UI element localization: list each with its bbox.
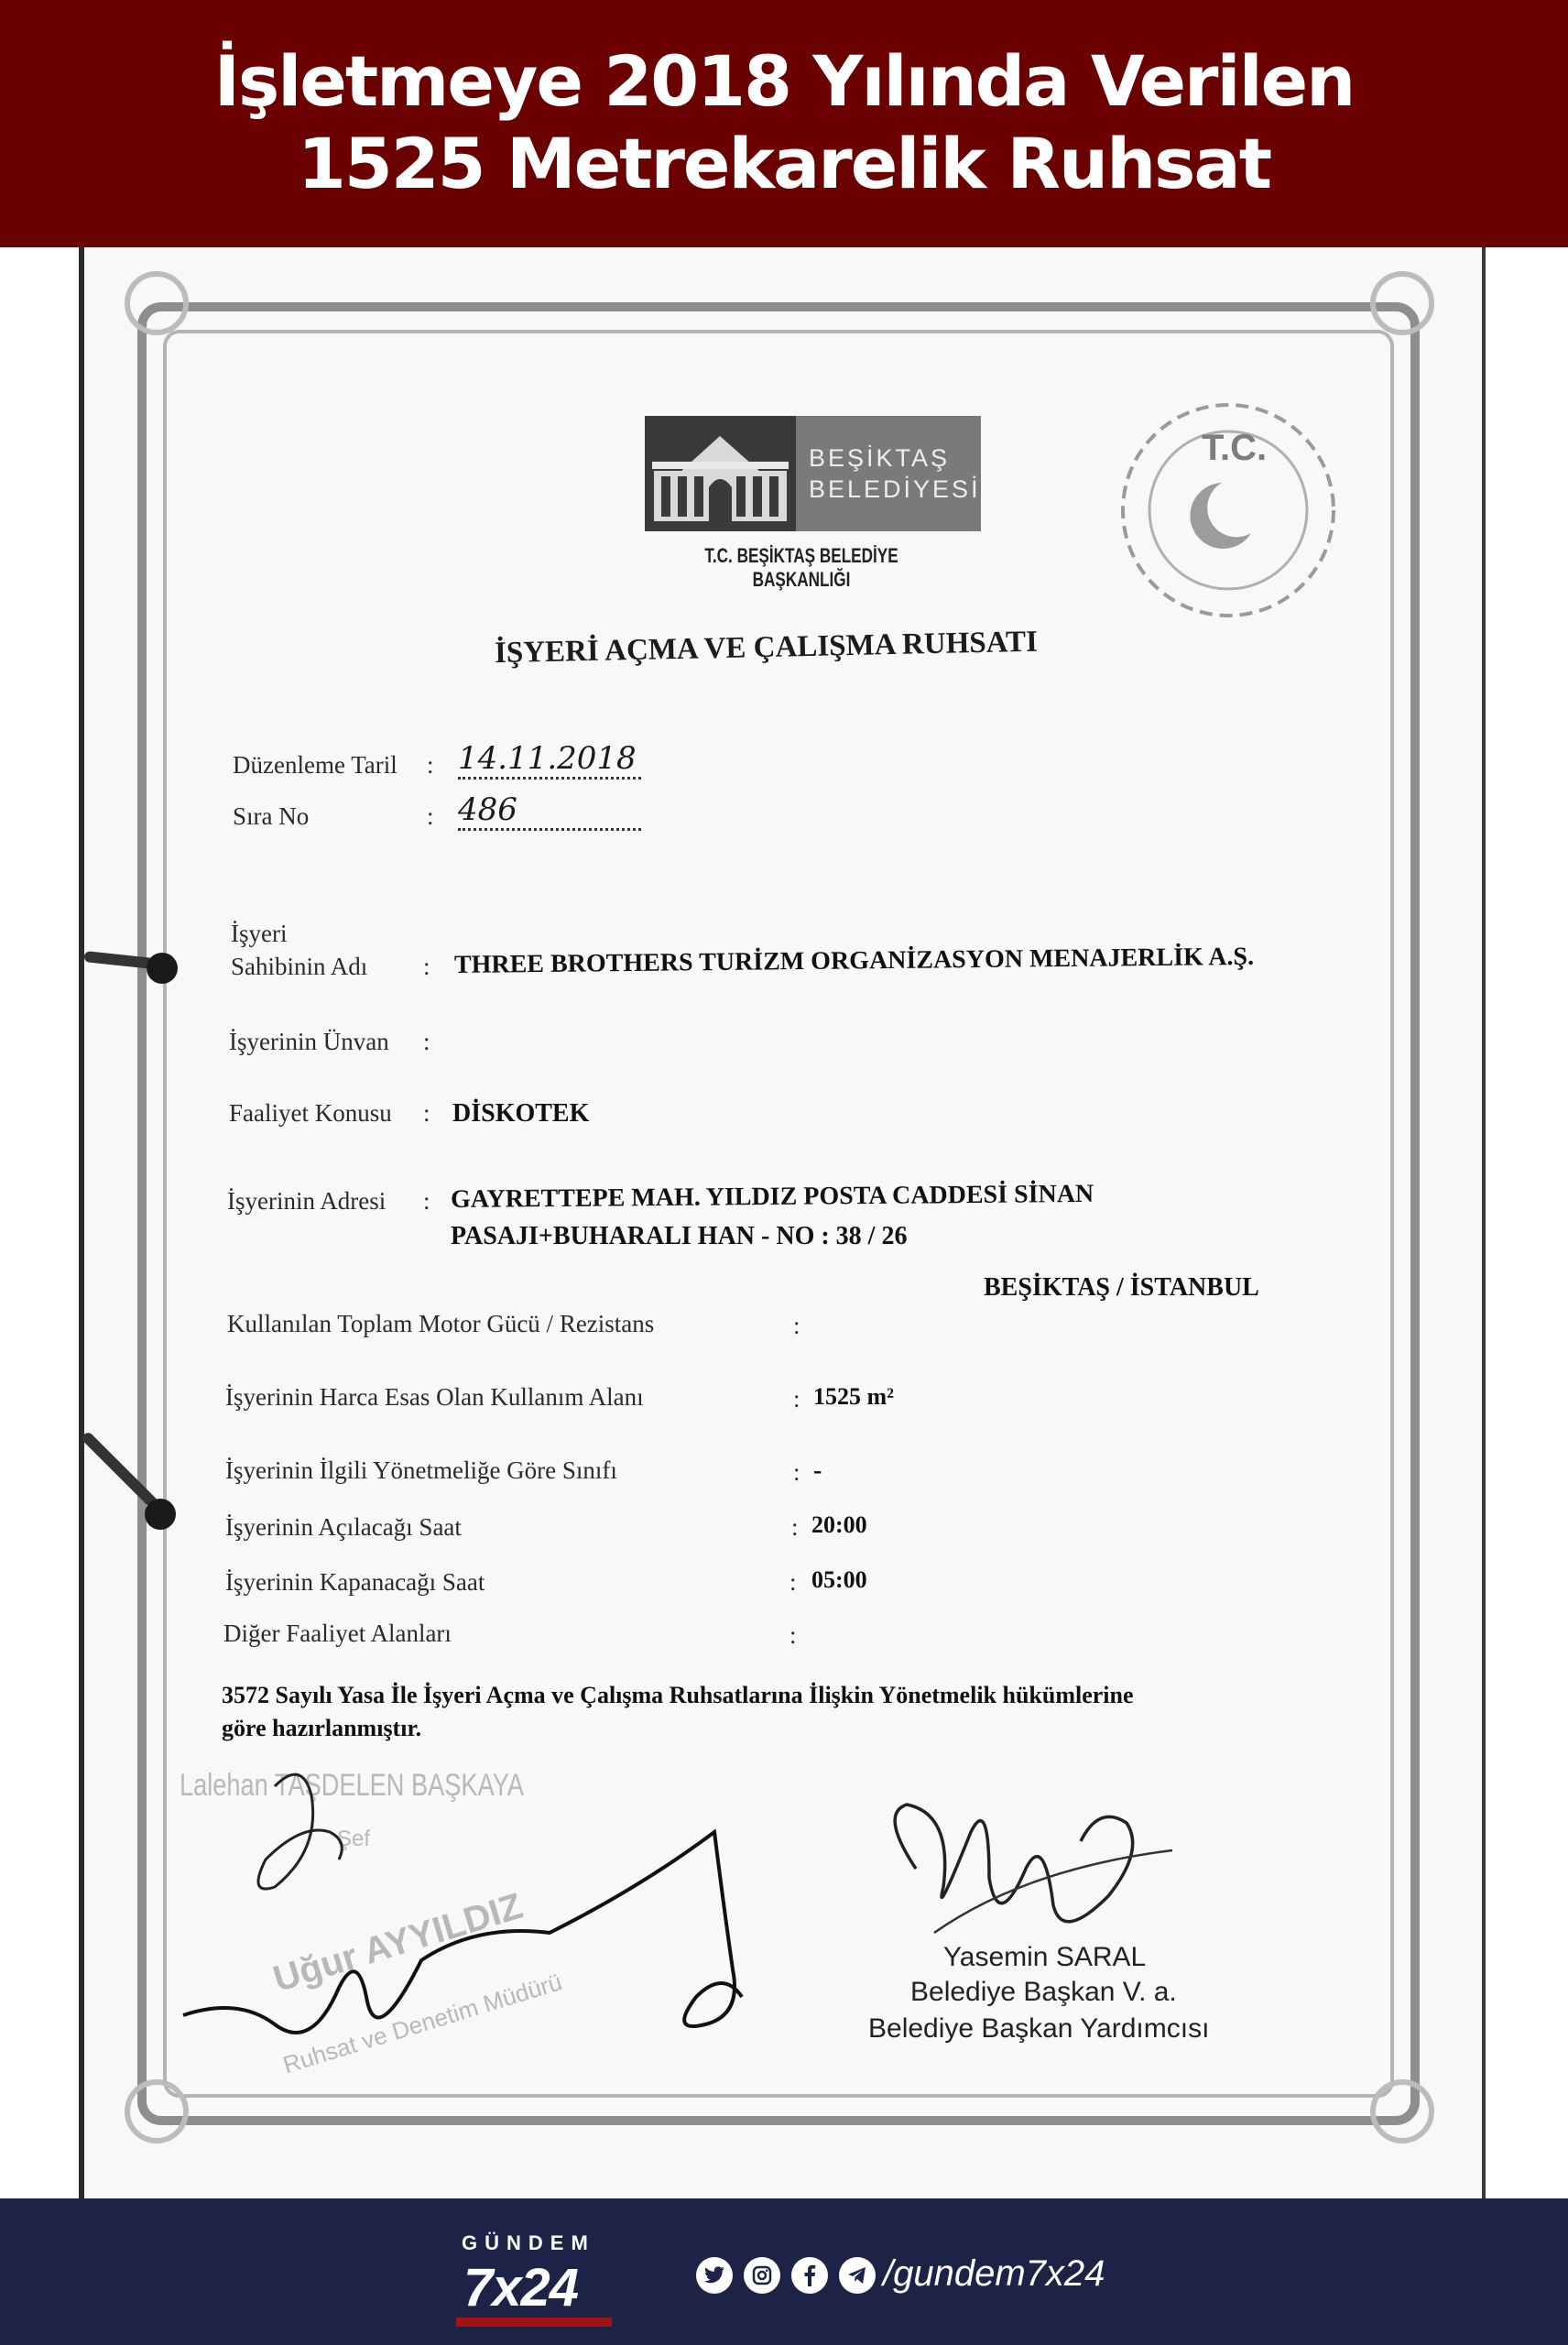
owner-value: THREE BROTHERS TURİZM ORGANİZASYON MENAJERLİK A.Ş.: [453, 942, 1255, 979]
faded-role-stamp-middle: Ruhsat ve Denetim Müdürü: [279, 1968, 565, 2079]
colon: :: [793, 1458, 800, 1486]
usage-area-label: İşyerinin Harca Esas Olan Kullanım Alanı: [225, 1383, 644, 1411]
faded-name-stamp-middle: Uğur AYYILDIZ: [268, 1885, 528, 2001]
headline-line-2: 1525 Metrekarelik Ruhsat: [297, 123, 1271, 204]
telegram-icon[interactable]: [839, 2257, 876, 2294]
logo-name-line-1: BEŞİKTAŞ: [809, 444, 951, 472]
signer-role-2: Belediye Başkan Yardımcısı: [868, 2013, 1210, 2044]
colon: :: [427, 751, 434, 779]
colon: :: [791, 1513, 799, 1541]
address-label: İşyerinin Adresi: [227, 1187, 387, 1215]
instagram-icon[interactable]: [744, 2257, 780, 2294]
document-title: İŞYERİ AÇMA VE ÇALIŞMA RUHSATI: [494, 625, 1039, 671]
colon: :: [793, 1312, 800, 1339]
issue-date-label: Düzenleme Taril: [233, 751, 397, 779]
business-title-label: İşyerinin Ünvan: [229, 1028, 389, 1055]
usage-area-value: 1525 m²: [813, 1383, 894, 1410]
social-handle[interactable]: /gundem7x24: [883, 2253, 1105, 2294]
motor-power-label: Kullanılan Toplam Motor Gücü / Rezistans: [227, 1310, 655, 1337]
order-no-value: 486: [458, 791, 641, 831]
colon: :: [789, 1621, 797, 1649]
legal-note-line-2: göre hazırlanmıştır.: [222, 1715, 422, 1741]
brand-accent-bar: [456, 2318, 612, 2327]
twitter-icon[interactable]: [696, 2257, 733, 2294]
class-value: -: [813, 1456, 822, 1485]
legal-note-line-1: 3572 Sayılı Yasa İle İşyeri Açma ve Çalışma Ruhsatlarına İlişkin Yönetmelik hükümlerine: [222, 1682, 1134, 1708]
address-line-1: GAYRETTEPE MAH. YILDIZ POSTA CADDESİ SİNAN: [450, 1179, 1094, 1214]
opening-hour-label: İşyerinin Açılacağı Saat: [225, 1513, 462, 1541]
class-label: İşyerinin İlgili Yönetmeliğe Göre Sınıfı: [225, 1456, 617, 1484]
logo-name-line-2: BELEDİYESİ: [809, 475, 981, 503]
colon: :: [423, 953, 430, 980]
address-line-3: BEŞİKTAŞ / İSTANBUL: [984, 1273, 1259, 1302]
colon: :: [427, 802, 434, 830]
owner-label-line-2: Sahibinin Adı: [231, 953, 368, 980]
stamp-text: T.C.: [1202, 428, 1268, 468]
faded-name-stamp-left: Lalehan TAŞDELEN BAŞKAYA: [180, 1768, 524, 1803]
headline-line-1: İşletmeye 2018 Yılında Verilen: [213, 40, 1355, 122]
facebook-icon[interactable]: [791, 2257, 828, 2294]
signer-role-1: Belediye Başkan V. a.: [910, 1977, 1177, 2007]
signer-name: Yasemin SARAL: [943, 1942, 1147, 1972]
colon: :: [423, 1099, 430, 1127]
order-no-label: Sıra No: [233, 802, 310, 830]
other-activities-label: Diğer Faaliyet Alanları: [223, 1620, 452, 1647]
footer-bar: [0, 2198, 1568, 2345]
opening-hour-value: 20:00: [811, 1511, 867, 1538]
colon: :: [423, 1187, 430, 1215]
activity-value: DİSKOTEK: [452, 1099, 590, 1128]
issue-date-value: 14.11.2018: [458, 740, 641, 780]
brand-logo: 7x24: [463, 2258, 579, 2318]
owner-label-line-1: İşyeri: [231, 920, 288, 947]
faded-role-stamp-left: Şef: [337, 1827, 371, 1851]
brand-label: GÜNDEM: [462, 2231, 595, 2254]
colon: :: [793, 1385, 800, 1412]
colon: :: [423, 1028, 430, 1055]
colon: :: [789, 1568, 797, 1596]
closing-hour-value: 05:00: [811, 1566, 867, 1593]
logo-caption: T.C. BEŞİKTAŞ BELEDİYE BAŞKANLIĞI: [704, 544, 898, 591]
address-line-2: PASAJI+BUHARALI HAN - NO : 38 / 26: [451, 1222, 908, 1250]
activity-label: Faaliyet Konusu: [229, 1099, 392, 1127]
closing-hour-label: İşyerinin Kapanacağı Saat: [225, 1568, 485, 1596]
